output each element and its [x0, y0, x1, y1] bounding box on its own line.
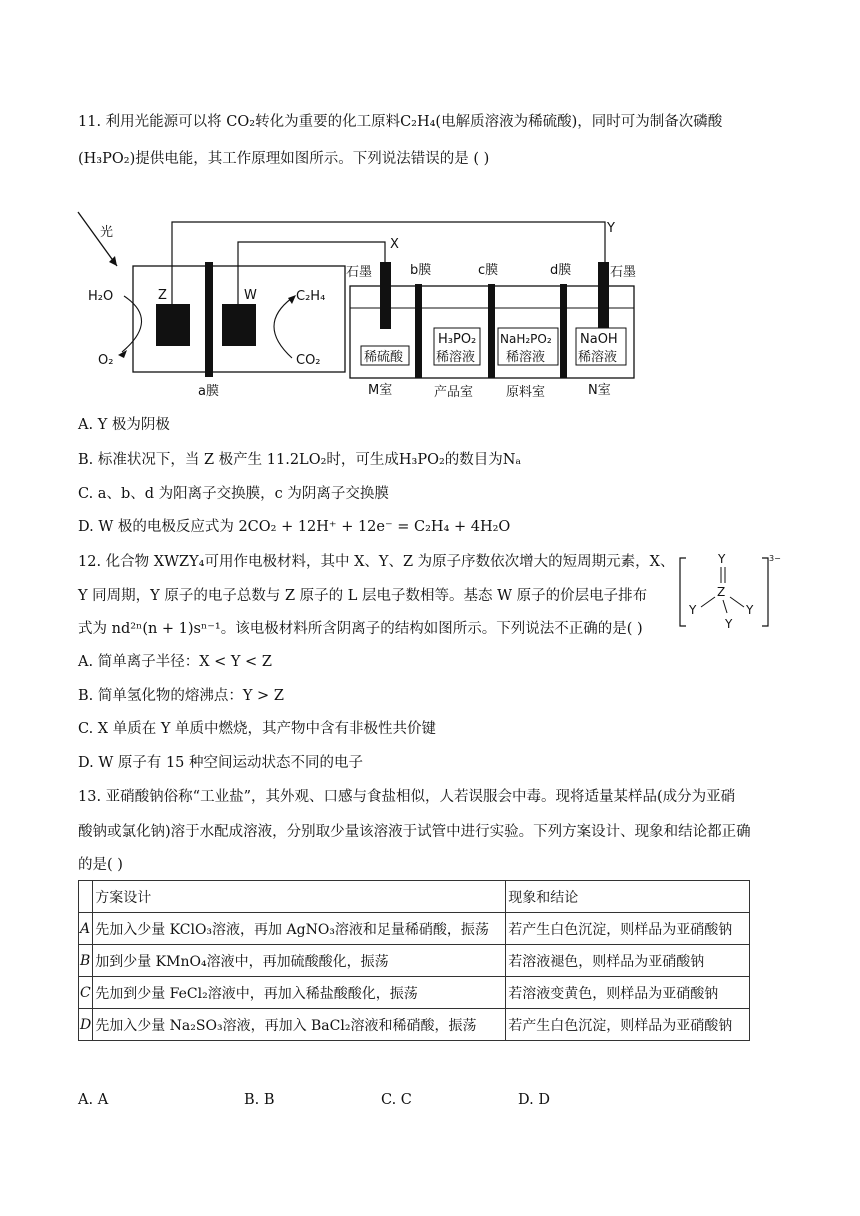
y-bottom: Y [725, 617, 733, 631]
membrane-c [488, 284, 495, 378]
q11-stem-line1: 11. 利用光能源可以将 CO₂转化为重要的化工原料C₂H₄(电解质溶液为稀硫酸)，同时可为制备次磷酸 [78, 114, 723, 130]
raw-solution-line2: 稀溶液 [506, 350, 546, 365]
y-top: Y [718, 552, 726, 566]
q11-option-d: D. W 极的电极反应式为 2CO₂ + 12H⁺ + 12e⁻ = C₂H₄ + 4H₂O [78, 519, 511, 535]
membrane-a-label: a膜 [198, 384, 219, 399]
table-row [79, 913, 750, 945]
q11-option-c: C. a、b、d 为阳离子交换膜，c 为阴离子交换膜 [78, 486, 389, 502]
right-bracket [762, 558, 768, 626]
z-label: Z [158, 288, 167, 303]
q13-stem-line2: 酸钠或氯化钠)溶于水配成溶液，分别取少量该溶液于试管中进行实验。下列方案设计、现象和结论都正确 [78, 824, 751, 840]
q12-option-a: A. 简单离子半径：X < Y < Z [78, 654, 272, 670]
row-scheme: 先加入少量 Na₂SO₃溶液，再加入 BaCl₂溶液和稀硝酸，振荡 [93, 1009, 506, 1041]
graphite-left-label: 石墨 [346, 265, 373, 280]
row-conclusion: 若溶液褪色，则样品为亚硝酸钠 [506, 945, 750, 977]
row-label: D [79, 1009, 93, 1041]
y-left: Y [689, 603, 697, 617]
q12-option-c: C. X 单质在 Y 单质中燃烧，其产物中含有非极性共价键 [78, 721, 437, 737]
n-room-label: N室 [588, 383, 611, 398]
graphite-electrode-left [380, 262, 391, 329]
q11-option-a: A. Y 极为阴极 [78, 417, 170, 433]
membrane-d-label: d膜 [550, 263, 572, 278]
electrode-w [222, 304, 256, 346]
z-center: Z [717, 585, 726, 599]
row-label: B [79, 945, 93, 977]
membrane-b-label: b膜 [410, 263, 432, 278]
light-label: 光 [100, 225, 114, 240]
raw-solution-line1: NaH₂PO₂ [500, 332, 552, 346]
table-row [79, 945, 750, 977]
q12-stem-line2: Y 同周期，Y 原子的电子总数与 Z 原子的 L 层电子数相等。基态 W 原子的价层电子排布 [78, 588, 648, 604]
q11-stem-line2: (H₃PO₂)提供电能，其工作原理如图所示。下列说法错误的是 ( ) [78, 151, 490, 167]
product-solution-line2: 稀溶液 [436, 350, 476, 365]
electrode-z [156, 304, 190, 346]
row-scheme: 先加入少量 KClO₃溶液，再加 AgNO₃溶液和足量稀硝酸，振荡 [93, 913, 506, 945]
q12-option-b: B. 简单氢化物的熔沸点：Y > Z [78, 688, 284, 704]
q13-option-a: A. A [78, 1092, 109, 1108]
row-label: A [79, 913, 93, 945]
table-header-cell: 方案设计 [93, 881, 506, 913]
row-conclusion: 若溶液变黄色，则样品为亚硝酸钠 [506, 977, 750, 1009]
row-conclusion: 若产生白色沉淀，则样品为亚硝酸钠 [506, 913, 750, 945]
graphite-electrode-right [598, 262, 609, 329]
row-scheme: 先加到少量 FeCl₂溶液中，再加入稀盐酸酸化，振荡 [93, 977, 506, 1009]
left-bracket [680, 558, 686, 626]
w-label: W [244, 288, 257, 303]
q12-stem-line1: 12. 化合物 XWZY₄可用作电极材料，其中 X、Y、Z 为原子序数依次增大的短周期元素，X、 [78, 554, 675, 570]
table-row [79, 1009, 750, 1041]
membrane-a [205, 262, 213, 377]
q12-stem-line3: 式为 nd²ⁿ(n + 1)sⁿ⁻¹。该电极材料所含阴离子的结构如图所示。下列说法不正确的是( ) [78, 621, 643, 637]
table-header-cell [79, 881, 93, 913]
m-solution-label: 稀硫酸 [364, 350, 404, 365]
membrane-b [415, 284, 422, 378]
charge-label: 3− [769, 554, 781, 563]
q11-electrochemistry-diagram [0, 200, 860, 410]
table-row [79, 977, 750, 1009]
q13-stem-line3: 的是( ) [78, 857, 123, 873]
n-solution-line1: NaOH [580, 332, 618, 347]
c2h4-label: C₂H₄ [296, 289, 326, 304]
membrane-d [560, 284, 567, 378]
o2-label: O₂ [98, 353, 114, 368]
table-header-row [79, 881, 750, 913]
y-label: Y [607, 221, 615, 236]
row-label: C [79, 977, 93, 1009]
row-scheme: 加到少量 KMnO₄溶液中，再加硫酸酸化，振荡 [93, 945, 506, 977]
product-solution-line1: H₃PO₂ [438, 332, 477, 347]
co2-label: CO₂ [296, 353, 321, 368]
q13-table [78, 880, 750, 1041]
x-label: X [390, 237, 399, 252]
q12-anion-structure [676, 550, 786, 632]
table-header-cell: 现象和结论 [506, 881, 750, 913]
raw-room-label: 原料室 [506, 385, 546, 400]
q12-option-d: D. W 原子有 15 种空间运动状态不同的电子 [78, 755, 364, 771]
row-conclusion: 若产生白色沉淀，则样品为亚硝酸钠 [506, 1009, 750, 1041]
y-right: Y [746, 603, 754, 617]
q13-option-d: D. D [518, 1092, 550, 1108]
q13-stem-line1: 13. 亚硝酸钠俗称“工业盐”，其外观、口感与食盐相似，人若误服会中毒。现将适量某样品(成分为亚硝 [78, 789, 736, 805]
graphite-right-label: 石墨 [610, 265, 637, 280]
m-room-label: M室 [368, 383, 393, 398]
membrane-c-label: c膜 [478, 263, 499, 278]
n-solution-line2: 稀溶液 [578, 350, 618, 365]
q13-option-c: C. C [381, 1092, 412, 1108]
h2o-label: H₂O [88, 289, 114, 304]
q11-option-b: B. 标准状况下，当 Z 极产生 11.2LO₂时，可生成H₃PO₂的数目为Nₐ [78, 452, 522, 468]
q13-option-b: B. B [244, 1092, 275, 1108]
product-room-label: 产品室 [434, 385, 474, 400]
